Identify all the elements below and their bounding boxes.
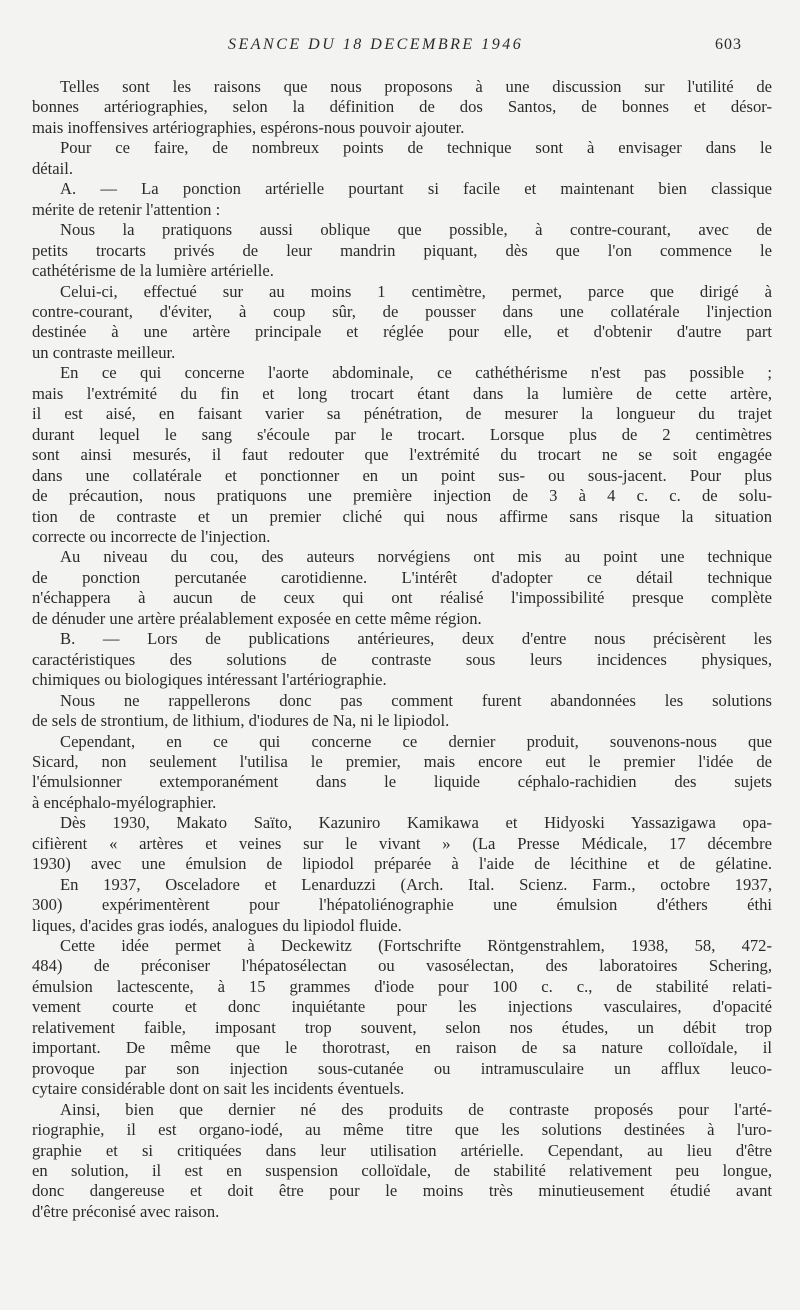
text-line: à encéphalo-myélographier. — [32, 792, 217, 812]
text-line: relativement faible, imposant trop souvent, selon nos études, un débit trop — [32, 1017, 772, 1037]
text-line: Cependant, en ce qui concerne ce dernier produit, souvenons-nous que — [60, 731, 772, 751]
text-line: 484) de préconiser l'hépatosélectan ou vasosélectan, des laboratoires Schering, — [32, 956, 772, 976]
text-line: mais inoffensives artériographies, espérons-nous pouvoir ajouter. — [32, 117, 465, 137]
text-line: tion de contraste et un premier cliché qui nous affirme sans risque la situation — [32, 506, 772, 526]
text-line: durant lequel le sang s'écoule par le trocart. Lorsque plus de 2 centimètres — [32, 424, 772, 444]
text-line: 300) expérimentèrent pour l'hépatoliénographie une émulsion d'éthers éthi — [32, 895, 772, 915]
text-line: en solution, il est en suspension colloïdale, de stabilité relativement peu longue, — [32, 1161, 772, 1181]
text-line: n'échappera à aucun de ceux qui ont réalisé l'impossibilité presque complète — [32, 588, 772, 608]
text-line: émulsion lactescente, à 15 grammes d'iode pour 100 c. c., de stabilité relati- — [32, 976, 772, 996]
text-line: A. — La ponction artérielle pourtant si facile et maintenant bien classique — [60, 179, 772, 199]
text-line: bonnes artériographies, selon la définition de dos Santos, de bonnes et désor- — [32, 97, 772, 117]
text-line: liques, d'acides gras iodés, analogues du lipiodol fluide. — [32, 915, 402, 935]
running-title: SEANCE DU 18 DECEMBRE 1946 — [228, 36, 524, 53]
text-line: de ponction percutanée carotidienne. L'intérêt d'adopter ce détail technique — [32, 567, 772, 587]
text-line: Telles sont les raisons que nous proposons à une discussion sur l'utilité de — [60, 77, 772, 96]
text-line: B. — Lors de publications antérieures, deux d'entre nous précisèrent les — [60, 629, 772, 649]
text-line: de précaution, nous pratiquons une première injection de 3 à 4 c. c. de solu- — [32, 486, 772, 506]
text-line: Pour ce faire, de nombreux points de technique sont à envisager dans le — [60, 138, 772, 158]
text-line: riographie, il est organo-iodé, au même titre que les solutions destinées à l'uro- — [32, 1120, 772, 1140]
text-line: Au niveau du cou, des auteurs norvégiens ont mis au point une technique — [60, 547, 772, 567]
page-number: 603 — [715, 36, 742, 53]
text-line: En 1937, Osceladore et Lenarduzzi (Arch. Ital. Scienz. Farm., octobre 1937, — [60, 874, 772, 894]
text-line: il est aisé, en faisant varier sa pénétration, de mesurer la longueur du trajet — [32, 404, 772, 424]
text-line: vement courte et donc inquiétante pour les injections vasculaires, d'opacité — [32, 997, 772, 1017]
text-line: cathétérisme de la lumière artérielle. — [32, 261, 274, 281]
text-line: donc dangereuse et doit être pour le moins très minutieusement étudié avant — [32, 1181, 772, 1201]
text-line: Ainsi, bien que dernier né des produits de contraste proposés pour l'arté- — [60, 1099, 772, 1119]
text-line: un contraste meilleur. — [32, 342, 176, 362]
text-line: détail. — [32, 158, 74, 178]
text-line: mais l'extrémité du fin et long trocart étant dans la lumière de cette artère, — [32, 383, 772, 403]
text-line: de dénuder une artère préalablement exposée en cette même région. — [32, 608, 482, 628]
text-line: En ce qui concerne l'aorte abdominale, ce cathéthérisme n'est pas possible ; — [60, 363, 772, 383]
text-line: destinée à une artère principale et réglée pour elle, et d'obtenir d'autre part — [32, 322, 772, 342]
text-line: chimiques ou biologiques intéressant l'artériographie. — [32, 670, 387, 690]
text-line: d'être préconisé avec raison. — [32, 1201, 220, 1221]
text-line: 1930) avec une émulsion de lipiodol préparée à l'aide de lécithine et de gélatine. — [32, 854, 772, 874]
text-line: Celui-ci, effectué sur au moins 1 centimètre, permet, parce que dirigé à — [60, 281, 772, 301]
text-line: contre-courant, d'éviter, à coup sûr, de pousser dans une collatérale l'injection — [32, 301, 772, 321]
text-line: petits trocarts privés de leur mandrin piquant, dès que l'on commence le — [32, 240, 772, 260]
page-header — [0, 36, 800, 62]
text-line: mérite de retenir l'attention : — [32, 199, 221, 219]
text-line: graphie et si critiquées dans leur utilisation artérielle. Cependant, au lieu d'être — [32, 1140, 772, 1160]
text-line: Nous la pratiquons aussi oblique que possible, à contre-courant, avec de — [60, 220, 772, 240]
text-line: cytaire considérable dont on sait les incidents éventuels. — [32, 1079, 405, 1099]
text-line: cifièrent « artères et veines sur le vivant » (La Presse Médicale, 17 décembre — [32, 833, 772, 853]
text-line: caractéristiques des solutions de contraste sous leurs incidences physiques, — [32, 649, 772, 669]
text-line: l'émulsionner extemporanément dans le liquide céphalo-rachidien des sujets — [32, 772, 772, 792]
text-line: correcte ou incorrecte de l'injection. — [32, 526, 271, 546]
text-line: Dès 1930, Makato Saïto, Kazuniro Kamikawa et Hidyoski Yassazigawa opa- — [60, 813, 772, 833]
text-line: Cette idée permet à Deckewitz (Fortschrifte Röntgenstrahlem, 1938, 58, 472- — [60, 936, 772, 956]
text-line: dans une collatérale et ponctionner en un point sus- ou sous-jacent. Pour plus — [32, 465, 772, 485]
text-line: important. De même que le thorotrast, en raison de sa nature colloïdale, il — [32, 1038, 772, 1058]
text-line: provoque par son injection sous-cutanée ou intramusculaire un afflux leuco- — [32, 1058, 772, 1078]
text-line: de sels de strontium, de lithium, d'iodures de Na, ni le lipiodol. — [32, 711, 450, 731]
article-body — [32, 77, 772, 1222]
text-line: Nous ne rappellerons donc pas comment furent abandonnées les solutions — [60, 690, 772, 710]
text-line: Sicard, non seulement l'utilisa le premier, mais encore eut le premier l'idée de — [32, 751, 772, 771]
text-line: sont ainsi mesurés, il faut redouter que l'extrémité du trocart ne se soit engagée — [32, 445, 772, 465]
